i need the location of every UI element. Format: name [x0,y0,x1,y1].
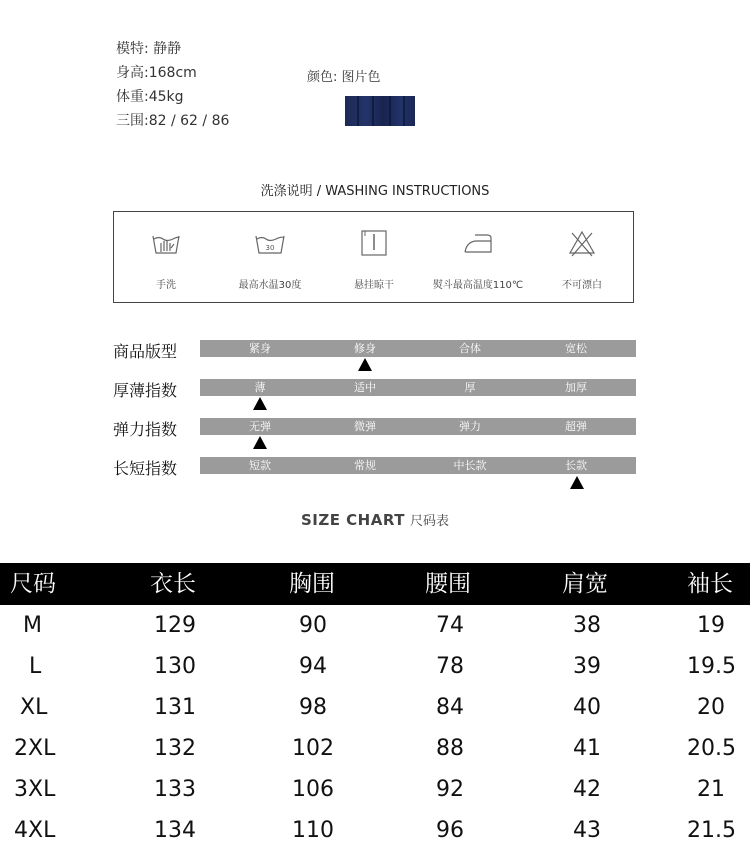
cell-shoulder: 38 [573,613,601,638]
table-row [0,728,750,769]
cell-waist: 74 [436,613,464,638]
cell-length: 129 [154,613,196,638]
scale-option: 适中 [354,381,376,394]
wash-item-30 [218,212,322,304]
scale-option: 合体 [459,342,481,355]
scale-option: 短款 [249,459,271,472]
scale-option: 弹力 [459,420,481,433]
cell-size: 4XL [14,818,56,843]
cell-length: 134 [154,818,196,843]
cell-waist: 84 [436,695,464,720]
cell-shoulder: 41 [573,736,601,761]
scale-marker-elasticity [253,436,267,449]
cell-sleeve: 19 [697,613,725,638]
table-row [0,687,750,728]
model-measure-line [116,110,229,130]
scale-option: 微弹 [354,420,376,433]
cell-shoulder: 40 [573,695,601,720]
cell-size: M [23,613,42,638]
cell-chest: 106 [292,777,334,802]
wash-item-label: 熨斗最高温度110℃ [432,280,524,291]
washing-title: 洗涤说明 / WASHING INSTRUCTIONS [260,184,490,199]
scale-bar-length [200,457,636,474]
table-row [0,810,750,851]
scale-bar-thickness [200,379,636,396]
model-height-label: 身高: [116,65,149,81]
cell-length: 130 [154,654,196,679]
size-chart-title [0,510,750,529]
scale-option: 无弹 [249,420,271,433]
model-measure-label: 三围: [116,113,149,129]
header-shoulder: 肩宽 [562,571,608,597]
header-size: 尺码 [10,571,56,597]
iron-icon [463,228,493,258]
cell-chest: 102 [292,736,334,761]
wash-item-iron [426,212,530,304]
size-table-header [0,563,750,605]
scale-label-fit: 商品版型 [113,342,178,361]
wash-30-icon [255,228,285,258]
scale-label-elasticity: 弹力指数 [113,420,178,439]
cell-sleeve: 20.5 [687,736,736,761]
hand-wash-icon [151,228,181,258]
header-length: 衣长 [150,571,196,597]
cell-chest: 94 [299,654,327,679]
cell-shoulder: 39 [573,654,601,679]
cell-length: 133 [154,777,196,802]
model-weight-line [116,86,184,106]
scale-option: 修身 [354,342,376,355]
cell-length: 131 [154,695,196,720]
cell-size: 2XL [14,736,56,761]
scale-option: 加厚 [565,381,587,394]
washing-instructions-box [113,211,634,303]
cell-sleeve: 21.5 [687,818,736,843]
cell-waist: 88 [436,736,464,761]
size-chart-title-zh: 尺码表 [410,514,450,529]
cell-waist: 92 [436,777,464,802]
model-measure: 82 / 62 / 86 [148,113,230,129]
wash-item-no-bleach [530,212,634,304]
model-weight: 45kg [148,89,184,105]
wash-item-label: 不可漂白 [562,280,602,291]
scale-option: 紧身 [249,342,271,355]
no-bleach-icon [567,228,597,258]
scale-bar-elasticity [200,418,636,435]
wash-item-label: 悬挂晾干 [354,280,394,291]
scale-option: 常规 [354,459,376,472]
scale-option: 宽松 [565,342,587,355]
scale-marker-fit [358,358,372,371]
cell-sleeve: 21 [697,777,725,802]
cell-waist: 96 [436,818,464,843]
scale-marker-thickness [253,397,267,410]
cell-shoulder: 42 [573,777,601,802]
cell-chest: 98 [299,695,327,720]
scale-option: 厚 [464,381,476,394]
model-weight-label: 体重: [116,89,149,105]
model-height: 168cm [148,65,197,81]
size-chart-title-en: SIZE CHART [300,511,405,529]
table-row [0,646,750,687]
scale-option: 超弹 [565,420,587,433]
wash-item-label: 最高水温30度 [238,280,302,291]
table-row [0,605,750,646]
header-chest: 胸围 [289,571,335,597]
cell-size: 3XL [14,777,56,802]
wash-item-hand-wash [114,212,218,304]
cell-waist: 78 [436,654,464,679]
scale-option: 薄 [254,381,266,394]
scale-label-length: 长短指数 [113,459,178,478]
scale-option: 中长款 [453,459,487,472]
scale-option: 长款 [565,459,587,472]
header-sleeve: 袖长 [687,571,733,597]
table-row [0,769,750,810]
wash-temp-text: 30 [265,244,275,252]
cell-shoulder: 43 [573,818,601,843]
cell-sleeve: 20 [697,695,725,720]
scale-label-thickness: 厚薄指数 [113,381,178,400]
color-label: 颜色: 图片色 [307,70,381,85]
cell-length: 132 [154,736,196,761]
model-name-label: 模特: [116,41,149,57]
cell-chest: 110 [292,818,334,843]
wash-item-hang-dry [322,212,426,304]
model-name-line [116,38,181,58]
scale-marker-length [570,476,584,489]
cell-size: L [29,654,42,679]
cell-size: XL [20,695,48,720]
hang-dry-icon [359,228,389,258]
cell-chest: 90 [299,613,327,638]
scale-bar-fit [200,340,636,357]
wash-item-label: 手洗 [156,280,176,291]
cell-sleeve: 19.5 [687,654,736,679]
header-waist: 腰围 [425,571,471,597]
color-swatch[interactable] [345,96,415,126]
model-height-line [116,62,197,82]
model-name: 静静 [153,41,182,57]
